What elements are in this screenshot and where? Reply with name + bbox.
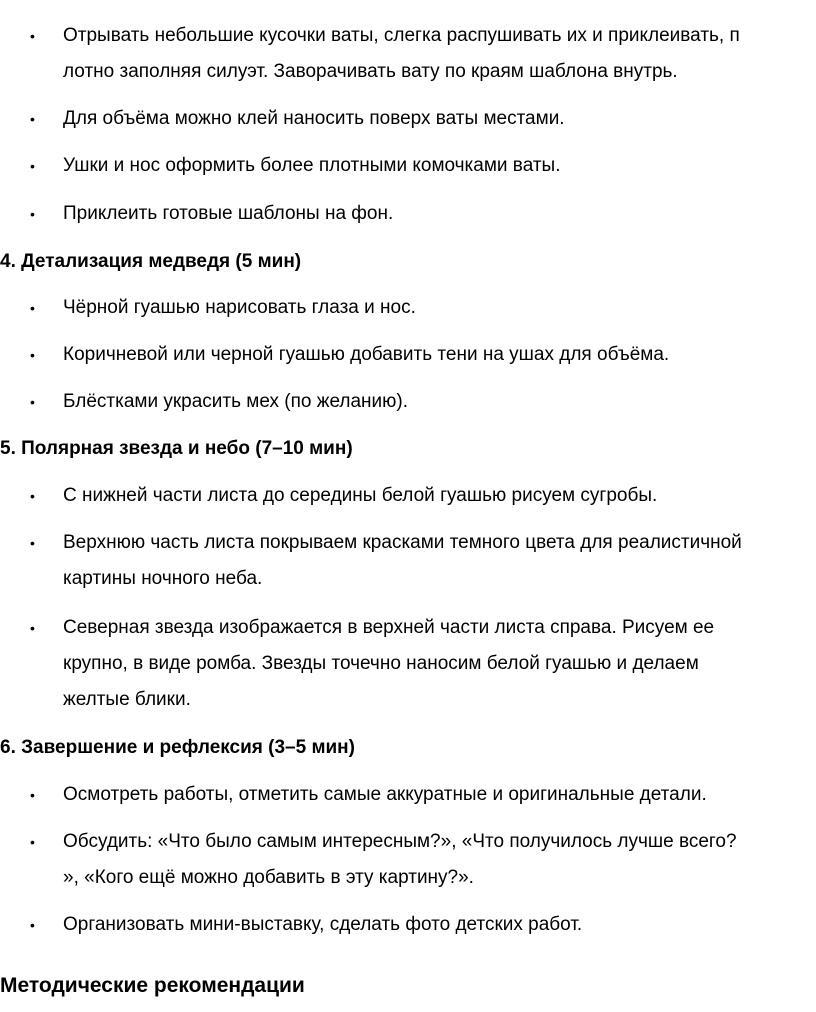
list-item: • Коричневой или черной гуашью добавить тени на ушах для объёма. xyxy=(0,337,816,373)
section-heading: 4. Детализация медведя (5 мин) xyxy=(0,251,302,272)
list-item: • Северная звезда изображается в верхней части листа справа. Рисуем ее крупно, в виде ромба. Звезды точечно наносим белой гуашью и делаем желтые блики. xyxy=(0,610,816,718)
list-item: • Ушки и нос оформить более плотными комочками ваты. xyxy=(0,148,816,184)
bullet-icon: • xyxy=(30,300,35,316)
section-title: Методические рекомендации xyxy=(0,974,305,997)
bullet-icon: • xyxy=(30,111,35,127)
bullet-icon: • xyxy=(30,158,35,174)
list-item: • С нижней части листа до середины белой гуашью рисуем сугробы. xyxy=(0,478,816,514)
list-item: • Блёстками украсить мех (по желанию). xyxy=(0,384,816,420)
bullet-icon: • xyxy=(30,834,35,850)
bullet-icon: • xyxy=(30,488,35,504)
bullet-icon: • xyxy=(30,535,35,551)
bullet-icon: • xyxy=(30,347,35,363)
list-item: • Осмотреть работы, отметить самые аккуратные и оригинальные детали. xyxy=(0,777,816,813)
list-item: • Приклеить готовые шаблоны на фон. xyxy=(0,196,816,232)
bullet-icon: • xyxy=(30,394,35,410)
bullet-icon: • xyxy=(30,620,35,636)
bullet-icon: • xyxy=(30,787,35,803)
list-item: • Верхнюю часть листа покрываем красками темного цвета для реалистичной картины ночного неба. xyxy=(0,525,816,597)
section-heading: 5. Полярная звезда и небо (7–10 мин) xyxy=(0,438,353,459)
section-3-list xyxy=(0,18,816,90)
list-item: • Для объёма можно клей наносить поверх ваты местами. xyxy=(0,101,816,137)
section-heading: 6. Завершение и рефлексия (3–5 мин) xyxy=(0,737,355,758)
list-item: • Отрывать небольшие кусочки ваты, слегка распушивать их и приклеивать, п лотно заполняя силуэт. Заворачивать вату по краям шаблона внутрь. xyxy=(0,18,816,90)
list-item: • Обсудить: «Что было самым интересным?», «Что получилось лучше всего? », «Кого ещё можно добавить в эту картину?». xyxy=(0,824,816,896)
bullet-icon: • xyxy=(30,917,35,933)
bullet-icon: • xyxy=(30,28,35,44)
bullet-icon: • xyxy=(30,206,35,222)
list-item: • Организовать мини-выставку, сделать фото детских работ. xyxy=(0,907,816,943)
list-item: • Чёрной гуашью нарисовать глаза и нос. xyxy=(0,290,816,326)
